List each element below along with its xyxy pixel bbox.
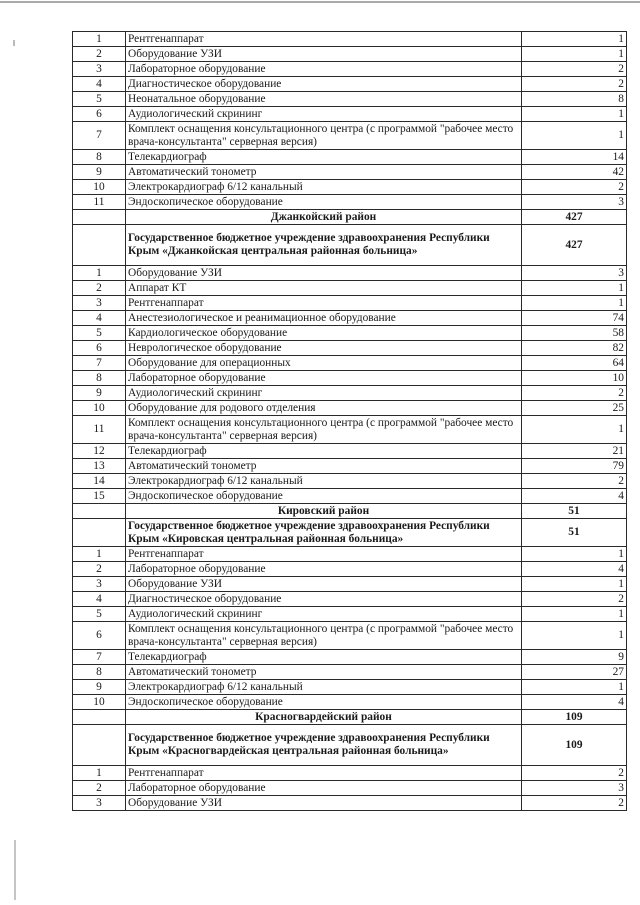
institution-number-cell [73,519,126,547]
item-name: Аудиологический скрининг [126,107,522,122]
item-number: 14 [73,474,126,489]
item-number: 9 [73,386,126,401]
item-quantity: 1 [522,281,627,296]
item-quantity: 4 [522,562,627,577]
item-quantity: 79 [522,459,627,474]
table-row [73,401,627,416]
item-name: Аудиологический скрининг [126,386,522,401]
table-row [73,695,627,710]
item-number: 7 [73,356,126,371]
item-name: Автоматический тонометр [126,165,522,180]
item-number: 1 [73,766,126,781]
item-number: 11 [73,416,126,444]
item-number: 8 [73,371,126,386]
item-quantity: 2 [522,796,627,811]
item-quantity: 1 [522,32,627,47]
table-row [73,62,627,77]
institution-row [73,225,627,266]
district-number-cell [73,210,126,225]
item-name: Электрокардиограф 6/12 канальный [126,180,522,195]
item-number: 3 [73,796,126,811]
institution-row [73,725,627,766]
item-name: Рентгенаппарат [126,547,522,562]
item-name: Оборудование УЗИ [126,796,522,811]
institution-row [73,519,627,547]
item-number: 8 [73,665,126,680]
table-row [73,474,627,489]
item-quantity: 1 [522,122,627,150]
table-row [73,547,627,562]
item-number: 1 [73,266,126,281]
item-quantity: 3 [522,781,627,796]
item-quantity: 10 [522,371,627,386]
table-row [73,416,627,444]
item-quantity: 8 [522,92,627,107]
item-number: 10 [73,695,126,710]
institution-name: Государственное бюджетное учреждение здравоохранения Республики Крым «Красногвардейская центральная районная больница» [126,725,522,766]
table-row [73,281,627,296]
item-name: Эндоскопическое оборудование [126,195,522,210]
item-number: 1 [73,32,126,47]
district-row [73,210,627,225]
item-quantity: 2 [522,62,627,77]
item-quantity: 21 [522,444,627,459]
item-number: 6 [73,341,126,356]
item-number: 5 [73,92,126,107]
table-row [73,781,627,796]
table-row [73,47,627,62]
table-row [73,371,627,386]
item-quantity: 1 [522,296,627,311]
item-name: Электрокардиограф 6/12 канальный [126,680,522,695]
item-number: 2 [73,47,126,62]
item-name: Лабораторное оборудование [126,62,522,77]
item-name: Комплект оснащения консультационного центра (с программой "рабочее место врача-консультанта" серверная версия) [126,622,522,650]
table-row [73,107,627,122]
item-quantity: 1 [522,607,627,622]
item-name: Рентгенаппарат [126,296,522,311]
table-row [73,796,627,811]
institution-total: 109 [522,725,627,766]
item-quantity: 14 [522,150,627,165]
item-number: 10 [73,401,126,416]
district-name: Кировский район [126,504,522,519]
item-quantity: 74 [522,311,627,326]
item-name: Телекардиограф [126,150,522,165]
district-total: 109 [522,710,627,725]
table-row [73,180,627,195]
item-number: 2 [73,781,126,796]
item-number: 7 [73,650,126,665]
table-row [73,296,627,311]
item-name: Оборудование УЗИ [126,266,522,281]
item-name: Эндоскопическое оборудование [126,489,522,504]
item-name: Аудиологический скрининг [126,607,522,622]
item-number: 4 [73,311,126,326]
item-name: Оборудование УЗИ [126,577,522,592]
item-number: 9 [73,680,126,695]
table-row [73,356,627,371]
institution-name: Государственное бюджетное учреждение здравоохранения Республики Крым «Джанкойская центральная районная больница» [126,225,522,266]
table-row [73,607,627,622]
item-number: 13 [73,459,126,474]
table-row [73,489,627,504]
table-row [73,150,627,165]
item-quantity: 4 [522,695,627,710]
table-row [73,92,627,107]
item-number: 6 [73,622,126,650]
item-quantity: 2 [522,386,627,401]
institution-name: Государственное бюджетное учреждение здравоохранения Республики Крым «Кировская центральная районная больница» [126,519,522,547]
item-name: Диагностическое оборудование [126,77,522,92]
item-name: Неврологическое оборудование [126,341,522,356]
item-number: 4 [73,77,126,92]
item-quantity: 2 [522,180,627,195]
item-name: Комплект оснащения консультационного центра (с программой "рабочее место врача-консультанта" серверная версия) [126,416,522,444]
item-name: Автоматический тонометр [126,665,522,680]
district-number-cell [73,710,126,725]
item-number: 4 [73,592,126,607]
item-number: 5 [73,326,126,341]
item-quantity: 25 [522,401,627,416]
item-name: Анестезиологическое и реанимационное оборудование [126,311,522,326]
item-quantity: 2 [522,474,627,489]
item-quantity: 82 [522,341,627,356]
institution-total: 51 [522,519,627,547]
table-row [73,77,627,92]
institution-total: 427 [522,225,627,266]
table-row [73,562,627,577]
item-number: 15 [73,489,126,504]
item-name: Оборудование для операционных [126,356,522,371]
table-row [73,122,627,150]
item-number: 5 [73,607,126,622]
table-row [73,266,627,281]
item-quantity: 58 [522,326,627,341]
item-number: 2 [73,281,126,296]
item-number: 6 [73,107,126,122]
item-name: Лабораторное оборудование [126,781,522,796]
table-row [73,444,627,459]
item-name: Автоматический тонометр [126,459,522,474]
district-number-cell [73,504,126,519]
table-row [73,459,627,474]
table-row [73,622,627,650]
item-name: Диагностическое оборудование [126,592,522,607]
item-number: 12 [73,444,126,459]
item-number: 9 [73,165,126,180]
equipment-table-body [73,32,627,811]
item-name: Лабораторное оборудование [126,562,522,577]
item-quantity: 2 [522,77,627,92]
table-row [73,341,627,356]
institution-number-cell [73,225,126,266]
item-number: 1 [73,547,126,562]
item-quantity: 1 [522,416,627,444]
table-row [73,165,627,180]
item-name: Лабораторное оборудование [126,371,522,386]
item-name: Телекардиограф [126,444,522,459]
item-name: Неонатальное оборудование [126,92,522,107]
item-quantity: 1 [522,107,627,122]
item-quantity: 1 [522,47,627,62]
table-row [73,311,627,326]
table-row [73,326,627,341]
item-name: Электрокардиограф 6/12 канальный [126,474,522,489]
item-quantity: 42 [522,165,627,180]
item-quantity: 9 [522,650,627,665]
item-number: 11 [73,195,126,210]
item-number: 7 [73,122,126,150]
district-name: Джанкойский район [126,210,522,225]
item-quantity: 1 [522,622,627,650]
district-name: Красногвардейский район [126,710,522,725]
item-name: Комплект оснащения консультационного центра (с программой "рабочее место врача-консультанта" серверная версия) [126,122,522,150]
item-quantity: 1 [522,680,627,695]
item-number: 3 [73,296,126,311]
table-row [73,592,627,607]
district-row [73,504,627,519]
table-row [73,665,627,680]
district-row [73,710,627,725]
item-name: Рентгенаппарат [126,766,522,781]
item-name: Эндоскопическое оборудование [126,695,522,710]
district-total: 427 [522,210,627,225]
table-row [73,766,627,781]
item-number: 10 [73,180,126,195]
item-number: 2 [73,562,126,577]
item-quantity: 2 [522,766,627,781]
item-name: Рентгенаппарат [126,32,522,47]
item-name: Оборудование УЗИ [126,47,522,62]
district-total: 51 [522,504,627,519]
item-name: Телекардиограф [126,650,522,665]
table-row [73,650,627,665]
table-row [73,577,627,592]
item-name: Оборудование для родового отделения [126,401,522,416]
item-quantity: 1 [522,547,627,562]
item-quantity: 4 [522,489,627,504]
item-quantity: 27 [522,665,627,680]
item-name: Аппарат КТ [126,281,522,296]
item-quantity: 3 [522,195,627,210]
item-quantity: 3 [522,266,627,281]
table-row [73,680,627,695]
equipment-table [72,31,627,811]
item-number: 8 [73,150,126,165]
item-quantity: 2 [522,592,627,607]
table-row [73,386,627,401]
item-number: 3 [73,577,126,592]
table-row [73,195,627,210]
item-quantity: 1 [522,577,627,592]
item-number: 3 [73,62,126,77]
item-quantity: 64 [522,356,627,371]
table-row [73,32,627,47]
item-name: Кардиологическое оборудование [126,326,522,341]
institution-number-cell [73,725,126,766]
